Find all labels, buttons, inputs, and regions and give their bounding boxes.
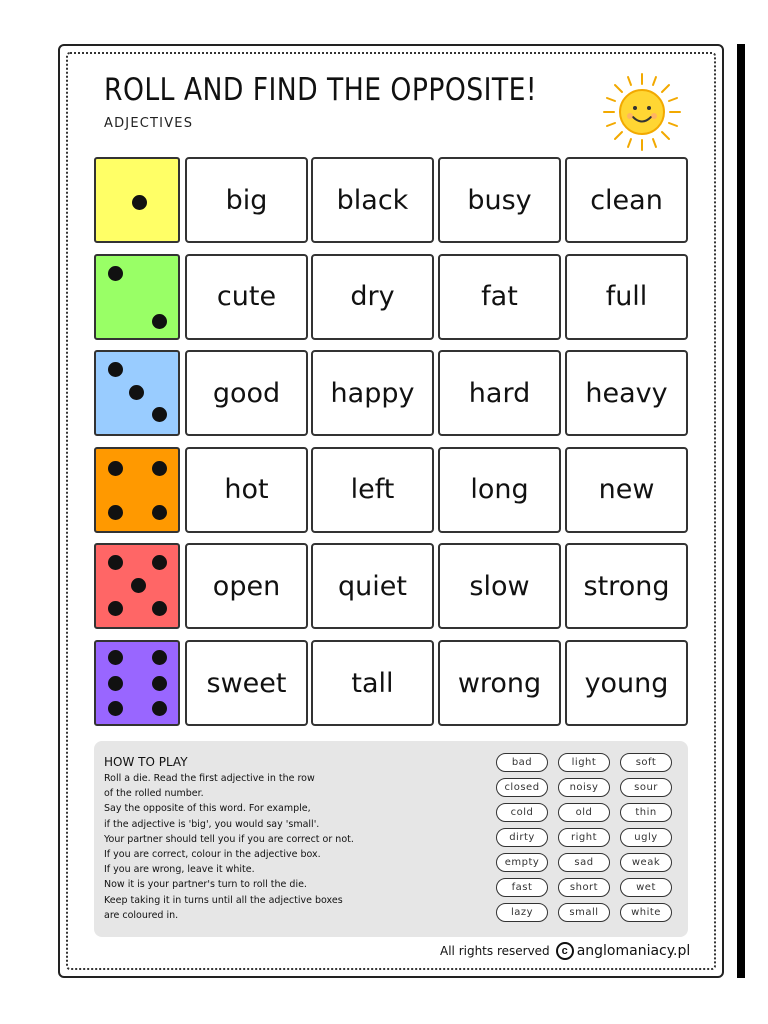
answer-word-pill: empty (496, 853, 548, 872)
how-to-play-title: HOW TO PLAY (104, 755, 188, 769)
answer-word-pill: right (558, 828, 610, 847)
answer-word-pill: soft (620, 753, 672, 772)
die-pip (152, 601, 167, 616)
adjective-box[interactable]: busy (438, 157, 561, 243)
answer-word-pill: dirty (496, 828, 548, 847)
adjective-row (94, 254, 688, 340)
adjective-box[interactable]: left (311, 447, 434, 533)
instruction-line: If you are correct, colour in the adjective box. (104, 849, 321, 861)
die-pip (131, 578, 146, 593)
die-face-2 (94, 254, 180, 340)
answer-word-pill: ugly (620, 828, 672, 847)
die-pip (152, 701, 167, 716)
die-pip (152, 676, 167, 691)
adjective-box[interactable]: quiet (311, 543, 434, 629)
die-pip (108, 650, 123, 665)
adjective-box[interactable]: open (185, 543, 308, 629)
die-pip (152, 461, 167, 476)
instruction-line: Your partner should tell you if you are correct or not. (104, 833, 354, 845)
adjective-box[interactable]: wrong (438, 640, 561, 726)
answer-word-pill: short (558, 878, 610, 897)
adjective-box[interactable]: strong (565, 543, 688, 629)
die-pip (108, 555, 123, 570)
sun-icon (600, 70, 684, 154)
how-to-play-instructions (104, 771, 434, 923)
instruction-line: are coloured in. (104, 909, 179, 921)
answer-word-pill: bad (496, 753, 548, 772)
die-pip (152, 505, 167, 520)
die-pip (152, 650, 167, 665)
adjective-box[interactable]: big (185, 157, 308, 243)
how-to-play-panel (94, 741, 688, 937)
die-pip (108, 676, 123, 691)
adjective-box[interactable]: fat (438, 254, 561, 340)
adjective-box[interactable]: clean (565, 157, 688, 243)
answer-word-pill: small (558, 903, 610, 922)
adjective-box[interactable]: dry (311, 254, 434, 340)
adjective-box[interactable]: heavy (565, 350, 688, 436)
worksheet-subtitle: ADJECTIVES (104, 116, 194, 131)
die-face-3 (94, 350, 180, 436)
die-pip (152, 407, 167, 422)
answer-word-pill: wet (620, 878, 672, 897)
adjective-row (94, 543, 688, 629)
answer-word-pill: white (620, 903, 672, 922)
die-pip (132, 195, 147, 210)
adjective-row (94, 640, 688, 726)
answer-word-pill: closed (496, 778, 548, 797)
adjective-box[interactable]: sweet (185, 640, 308, 726)
answer-word-pill: sour (620, 778, 672, 797)
die-pip (108, 362, 123, 377)
adjective-row (94, 350, 688, 436)
adjective-box[interactable]: full (565, 254, 688, 340)
answer-word-pill: noisy (558, 778, 610, 797)
die-pip (108, 266, 123, 281)
die-pip (108, 601, 123, 616)
instruction-line: of the rolled number. (104, 788, 204, 800)
answer-word-pill: light (558, 753, 610, 772)
die-face-6 (94, 640, 180, 726)
instruction-line: Keep taking it in turns until all the adjective boxes (104, 894, 343, 906)
adjective-box[interactable]: cute (185, 254, 308, 340)
answer-word-pill: sad (558, 853, 610, 872)
adjective-box[interactable]: slow (438, 543, 561, 629)
footer (440, 942, 690, 960)
answer-word-pill: cold (496, 803, 548, 822)
answer-word-pill: fast (496, 878, 548, 897)
die-pip (108, 461, 123, 476)
die-pip (152, 314, 167, 329)
adjective-box[interactable]: happy (311, 350, 434, 436)
die-face-1 (94, 157, 180, 243)
die-pip (129, 385, 144, 400)
adjective-box[interactable]: black (311, 157, 434, 243)
instruction-line: If you are wrong, leave it white. (104, 864, 255, 876)
answer-word-pill: thin (620, 803, 672, 822)
instruction-line: Roll a die. Read the first adjective in the row (104, 773, 315, 784)
die-pip (108, 505, 123, 520)
instruction-line: Say the opposite of this word. For example, (104, 803, 311, 815)
adjective-box[interactable]: good (185, 350, 308, 436)
die-face-4 (94, 447, 180, 533)
brand-name: anglomaniacy.pl (576, 943, 691, 959)
adjective-box[interactable]: long (438, 447, 561, 533)
answer-word-pill: old (558, 803, 610, 822)
instruction-line: Now it is your partner's turn to roll the die. (104, 879, 307, 891)
adjective-row (94, 157, 688, 243)
page-edge-bar (737, 44, 745, 978)
rights-text: All rights reserved (440, 944, 550, 958)
answer-word-pill: lazy (496, 903, 548, 922)
adjective-box[interactable]: hard (438, 350, 561, 436)
answer-word-pill: weak (620, 853, 672, 872)
instruction-line: if the adjective is 'big', you would say 'small'. (104, 818, 320, 830)
adjective-box[interactable]: young (565, 640, 688, 726)
adjective-box[interactable]: hot (185, 447, 308, 533)
die-face-5 (94, 543, 180, 629)
die-pip (108, 701, 123, 716)
adjective-box[interactable]: tall (311, 640, 434, 726)
die-pip (152, 555, 167, 570)
adjective-box[interactable]: new (565, 447, 688, 533)
copyright-icon: c (556, 942, 574, 960)
worksheet-title: ROLL AND FIND THE OPPOSITE! (104, 72, 538, 108)
adjective-row (94, 447, 688, 533)
